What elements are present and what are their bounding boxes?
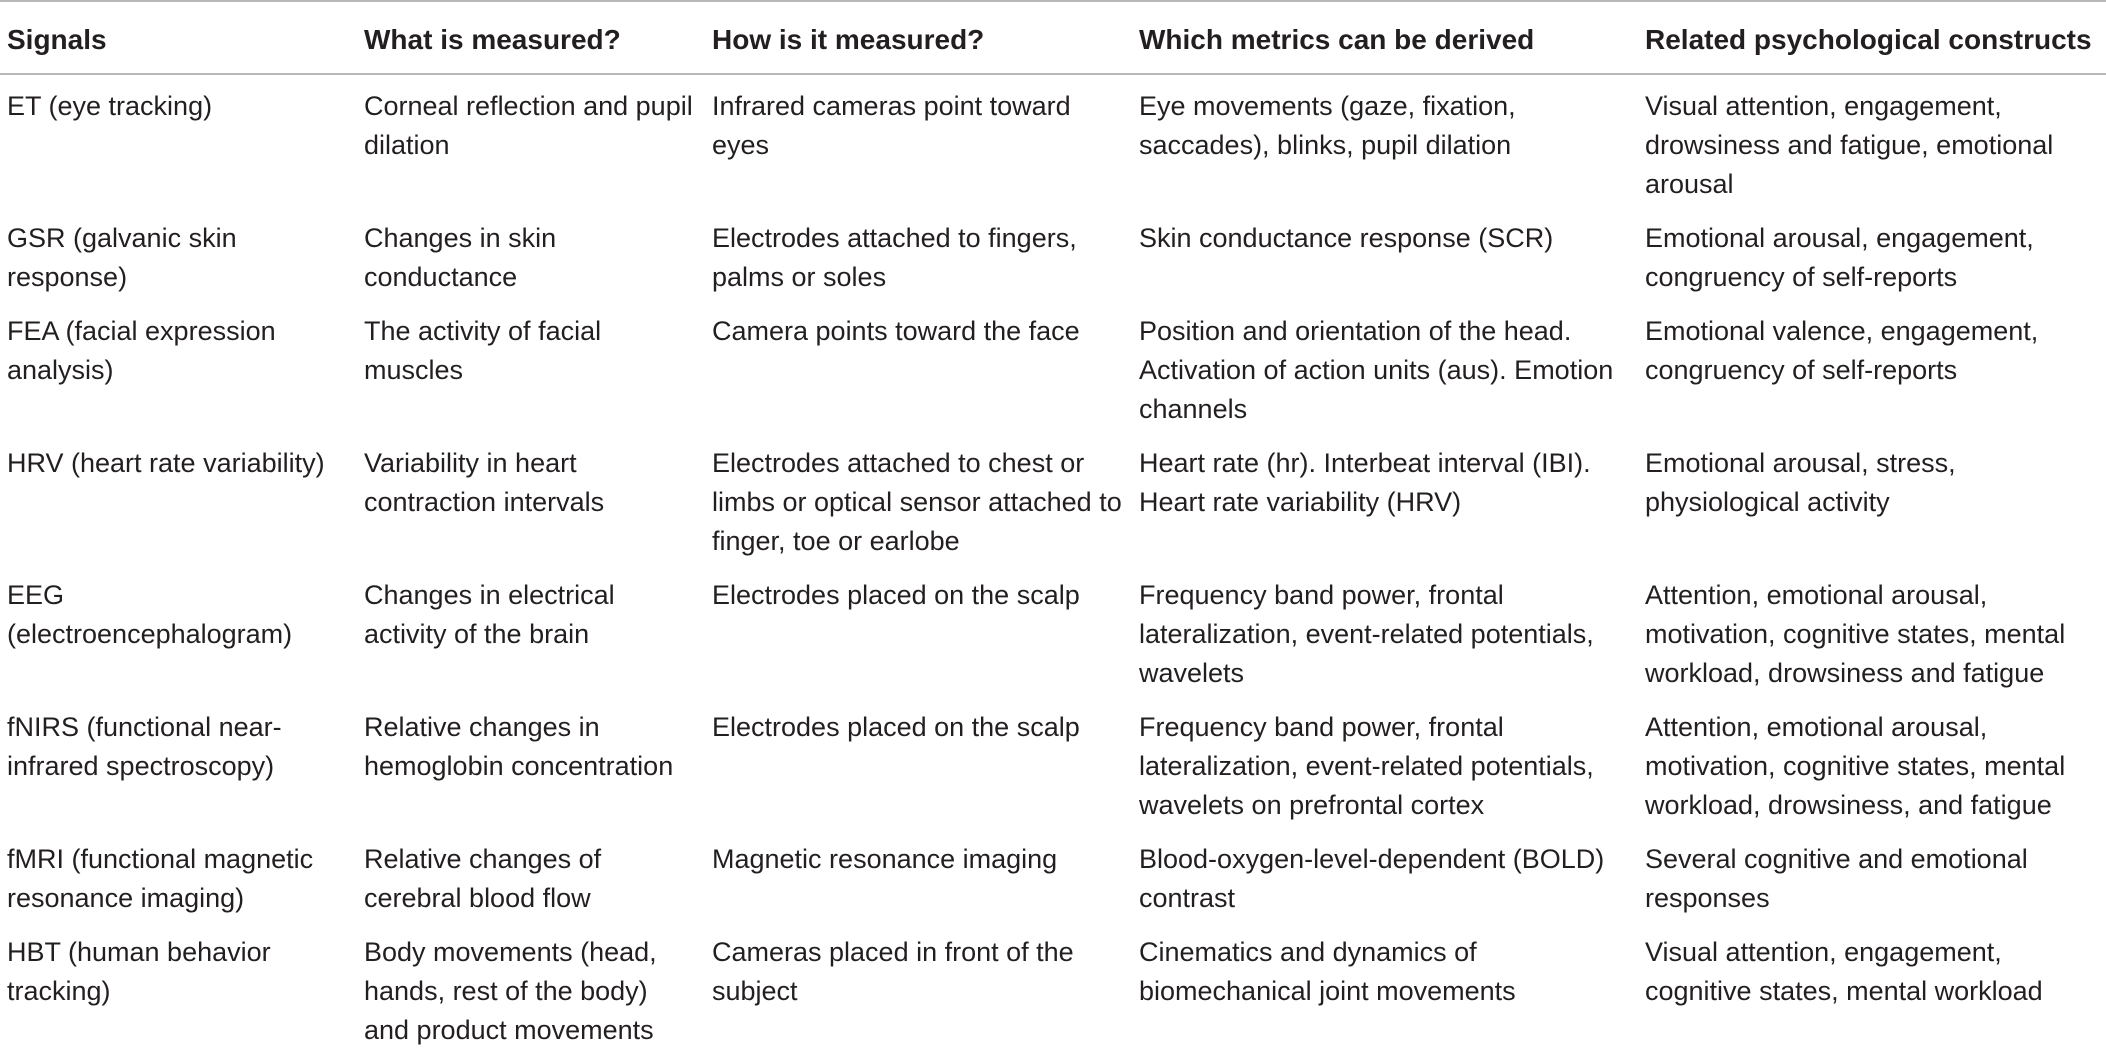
cell-what-measured: Changes in electrical activity of the brain bbox=[364, 580, 615, 649]
header-how-is-it-measured: How is it measured? bbox=[712, 24, 985, 55]
cell-constructs: Emotional arousal, stress, physiological activity bbox=[1645, 448, 1956, 517]
table-row bbox=[0, 74, 2106, 212]
cell-metrics: Eye movements (gaze, fixation, saccades), blinks, pupil dilation bbox=[1139, 91, 1516, 160]
cell-signal: fMRI (functional magnetic resonance imaging) bbox=[7, 844, 314, 913]
table-row bbox=[0, 305, 2106, 437]
cell-signal: fNIRS (functional near-infrared spectroscopy) bbox=[7, 712, 282, 781]
cell-signal: HRV (heart rate variability) bbox=[7, 448, 325, 478]
table-header bbox=[0, 1, 2106, 74]
cell-constructs: Visual attention, engagement, drowsiness and fatigue, emotional arousal bbox=[1645, 91, 2054, 199]
cell-what-measured: The activity of facial muscles bbox=[364, 316, 602, 385]
cell-how-measured: Cameras placed in front of the subject bbox=[712, 937, 1074, 1006]
header-metrics-derived: Which metrics can be derived bbox=[1139, 24, 1535, 55]
cell-constructs: Visual attention, engagement, cognitive states, mental workload bbox=[1645, 937, 2043, 1006]
header-what-is-measured: What is measured? bbox=[364, 24, 621, 55]
header-signals: Signals bbox=[7, 24, 107, 55]
cell-signal: FEA (facial expression analysis) bbox=[7, 316, 276, 385]
cell-metrics: Frequency band power, frontal lateralization, event-related potentials, wavelets on prefrontal cortex bbox=[1139, 712, 1594, 820]
table-row bbox=[0, 212, 2106, 305]
cell-what-measured: Body movements (head, hands, rest of the body) and product movements bbox=[364, 937, 657, 1045]
header-psychological-constructs: Related psychological constructs bbox=[1645, 24, 2092, 55]
cell-how-measured: Infrared cameras point toward eyes bbox=[712, 91, 1071, 160]
header-row bbox=[0, 1, 2106, 74]
cell-metrics: Skin conductance response (SCR) bbox=[1139, 223, 1554, 253]
cell-signal: ET (eye tracking) bbox=[7, 91, 213, 121]
cell-how-measured: Electrodes attached to chest or limbs or optical sensor attached to finger, toe or earlobe bbox=[712, 448, 1122, 556]
cell-how-measured: Camera points toward the face bbox=[712, 316, 1080, 346]
cell-what-measured: Corneal reflection and pupil dilation bbox=[364, 91, 693, 160]
cell-how-measured: Electrodes attached to fingers, palms or soles bbox=[712, 223, 1077, 292]
cell-signal: GSR (galvanic skin response) bbox=[7, 223, 237, 292]
cell-what-measured: Changes in skin conductance bbox=[364, 223, 557, 292]
cell-what-measured: Relative changes in hemoglobin concentration bbox=[364, 712, 674, 781]
cell-constructs: Emotional arousal, engagement, congruency of self-reports bbox=[1645, 223, 2034, 292]
cell-metrics: Blood-oxygen-level-dependent (BOLD) contrast bbox=[1139, 844, 1605, 913]
cell-signal: HBT (human behavior tracking) bbox=[7, 937, 271, 1006]
table-row bbox=[0, 926, 2106, 1058]
cell-constructs: Attention, emotional arousal, motivation, cognitive states, mental workload, drowsiness and fatigue bbox=[1645, 580, 2066, 688]
cell-how-measured: Electrodes placed on the scalp bbox=[712, 580, 1080, 610]
cell-how-measured: Electrodes placed on the scalp bbox=[712, 712, 1080, 742]
cell-what-measured: Relative changes of cerebral blood flow bbox=[364, 844, 602, 913]
cell-constructs: Emotional valence, engagement, congruency of self-reports bbox=[1645, 316, 2039, 385]
cell-signal: EEG (electroencephalogram) bbox=[7, 580, 293, 649]
cell-how-measured: Magnetic resonance imaging bbox=[712, 844, 1058, 874]
table-row bbox=[0, 569, 2106, 701]
table-row bbox=[0, 701, 2106, 833]
cell-metrics: Position and orientation of the head. Activation of action units (aus). Emotion channels bbox=[1139, 316, 1614, 424]
table-body bbox=[0, 74, 2106, 1058]
cell-metrics: Cinematics and dynamics of biomechanical joint movements bbox=[1139, 937, 1516, 1006]
cell-metrics: Heart rate (hr). Interbeat interval (IBI). Heart rate variability (HRV) bbox=[1139, 448, 1591, 517]
table-row bbox=[0, 437, 2106, 569]
table-row bbox=[0, 833, 2106, 926]
cell-what-measured: Variability in heart contraction intervals bbox=[364, 448, 605, 517]
cell-metrics: Frequency band power, frontal lateralization, event-related potentials, wavelets bbox=[1139, 580, 1594, 688]
cell-constructs: Several cognitive and emotional responses bbox=[1645, 844, 2028, 913]
cell-constructs: Attention, emotional arousal, motivation, cognitive states, mental workload, drowsiness, and fatigue bbox=[1645, 712, 2066, 820]
